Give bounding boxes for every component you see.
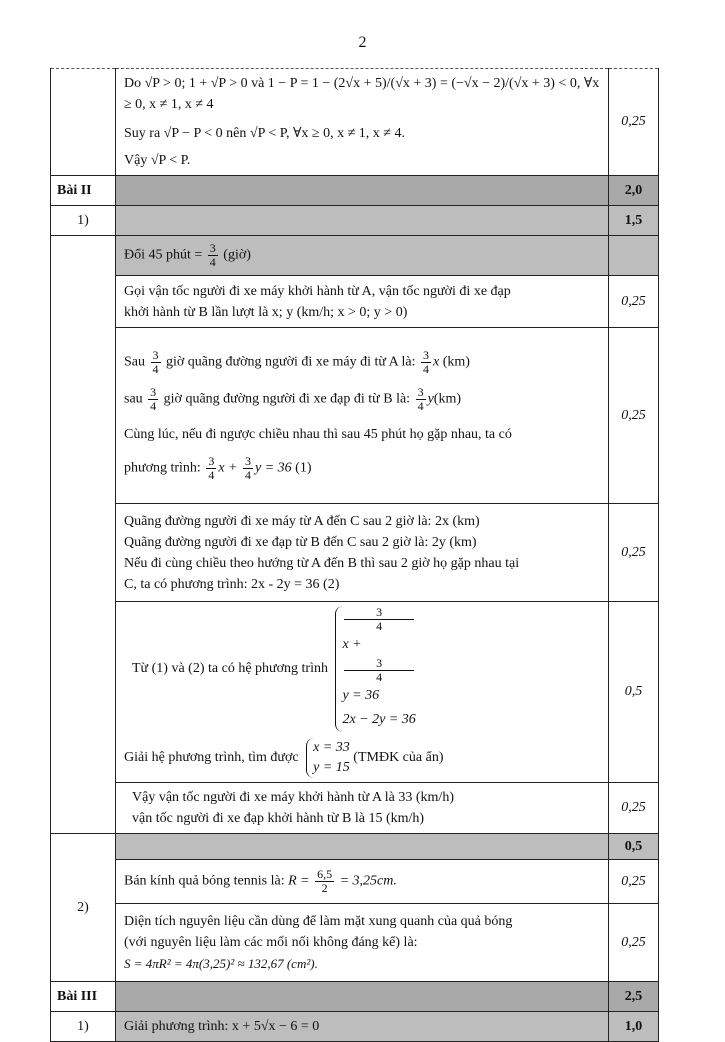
- table-row: [51, 783, 659, 834]
- solution-system: x = 33 y = 15: [306, 738, 350, 778]
- score-cell: 2,0: [609, 176, 659, 206]
- equation-system: 3 4 x + 3 4 y = 36 2x − 2y = 36: [335, 606, 415, 732]
- content-cell: Quãng đường người đi xe máy từ A đến C sau 2 giờ là: 2x (km) Quãng đường người đi xe đạp từ B đến C sau 2 giờ là: 2y (km) Nếu đi cùng chiều theo hướng từ A đến B thì sau 2 giờ họ gặp nhau tại C, ta có phương trình: 2x - 2y = 36 (2): [116, 504, 609, 602]
- score-cell: 0,25: [609, 904, 659, 982]
- content-cell: Sau $\frac{3}{4}$ giờ quãng đường người đi xe máy đi từ A là: $\frac{3}{4}$ x (km) sau $\frac{3}{4}$ giờ quãng đường người đi xe đạp đi từ B là: $\frac{3}{4}$ y(km) Cùng lúc, nếu đi ngược chiều nhau thì sau 45 phút họ gặp nhau, ta có phương trình: $\frac{3}{4}$ x + $\frac{3}{4}$ y = 36 (1): [116, 328, 609, 504]
- score-cell: 0,25: [609, 276, 659, 328]
- text-line: Suy ra √P − P < 0 nên √P < P, ∀x ≥ 0, x ≠ 1, x ≠ 4.: [124, 126, 405, 141]
- content-cell: Vậy vận tốc người đi xe máy khởi hành từ A là 33 (km/h) vận tốc người đi xe đạp khởi hành từ B là 15 (km/h): [116, 783, 609, 834]
- section-label: Bài II: [51, 176, 116, 206]
- table-row: [51, 904, 659, 982]
- answer-table: [50, 68, 659, 1042]
- text-line: Do √P > 0; 1 + √P > 0 và 1 − P = 1 − (2√x + 5)/(√x + 3) = (−√x − 2)/(√x + 3) < 0, ∀x ≥ 0, x ≠ 1, x ≠ 4: [124, 76, 600, 112]
- part-label: 2): [51, 834, 116, 982]
- text-line: Vậy √P < P.: [124, 153, 191, 168]
- content-cell: [116, 69, 609, 176]
- part-label: 1): [51, 1012, 116, 1042]
- score-cell: 2,5: [609, 982, 659, 1012]
- table-row: [51, 1012, 659, 1042]
- score-cell: 1,5: [609, 206, 659, 236]
- content-cell: Bán kính quả bóng tennis là: R = $\frac{6,5}{2}$ = 3,25cm.: [116, 860, 609, 904]
- score-cell: 0,5: [609, 834, 659, 860]
- table-row: [51, 602, 659, 783]
- score-cell: 0,25: [609, 860, 659, 904]
- table-row: [51, 276, 659, 328]
- part-label: 1): [51, 206, 116, 236]
- score-cell: 0,25: [609, 783, 659, 834]
- content-cell: Gọi vận tốc người đi xe máy khởi hành từ A, vận tốc người đi xe đạp khởi hành từ B lần lượt là x; y (km/h; x > 0; y > 0): [116, 276, 609, 328]
- table-row: [51, 328, 659, 504]
- fraction: $\frac{3}{4}$: [209, 241, 216, 269]
- table-row: [51, 69, 659, 176]
- table-row: [51, 982, 659, 1012]
- score-cell: 0,25: [609, 504, 659, 602]
- table-row: [51, 236, 659, 276]
- content-cell: Diện tích nguyên liệu cần dùng để làm mặt xung quanh của quả bóng (với nguyên liệu làm các mối nối không đáng kể) là: S = 4πR² = 4π(3,25)² ≈ 132,67 (cm²).: [116, 904, 609, 982]
- score-cell: 0,25: [609, 69, 659, 176]
- table-row: [51, 860, 659, 904]
- content-cell: Giải phương trình: x + 5√x − 6 = 0: [116, 1012, 609, 1042]
- content-cell: Đổi 45 phút = $\frac{3}{4}$ (giờ): [116, 236, 609, 276]
- score-cell: 0,25: [609, 328, 659, 504]
- table-row: [51, 176, 659, 206]
- page-number: 2: [358, 34, 367, 51]
- table-row: [51, 834, 659, 860]
- score-cell: 1,0: [609, 1012, 659, 1042]
- content-cell: Từ (1) và (2) ta có hệ phương trình 3 4 x + 3 4 y = 36 2x − 2y = 36 Giải hệ phương trình, tìm được x = 33 y = 15 (TMĐK của ẩn): [116, 602, 609, 783]
- table-row: [51, 206, 659, 236]
- table-row: [51, 504, 659, 602]
- section-label: Bài III: [51, 982, 116, 1012]
- score-cell: 0,5: [609, 602, 659, 783]
